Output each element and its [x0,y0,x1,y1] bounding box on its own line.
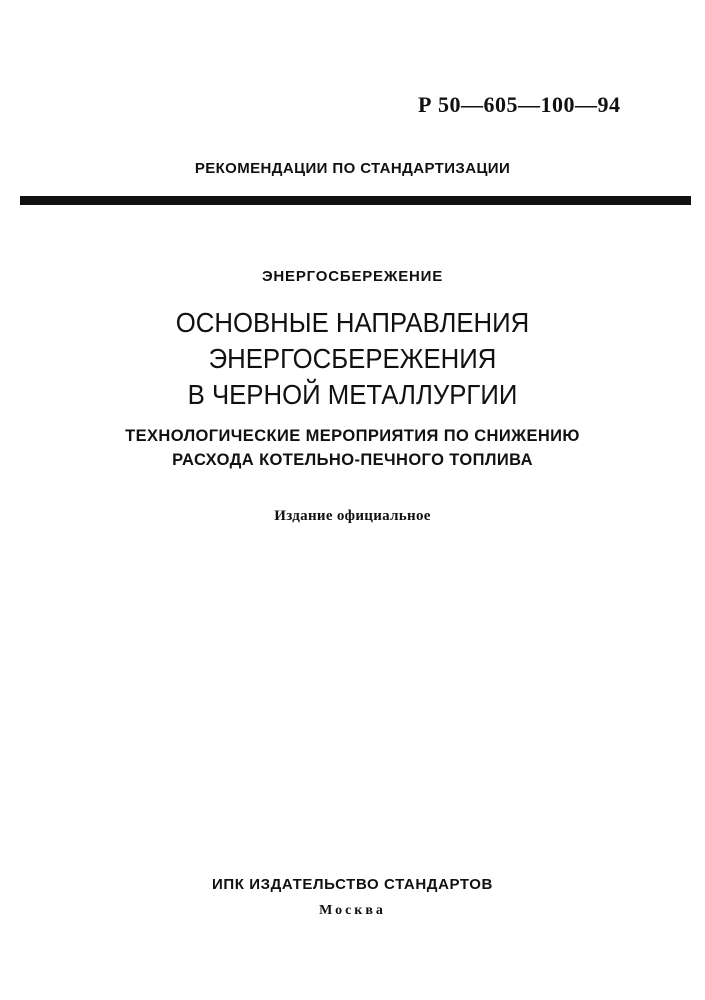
title-line: В ЧЕРНОЙ МЕТАЛЛУРГИИ [187,379,518,410]
title-line: ОСНОВНЫЕ НАПРАВЛЕНИЯ [175,307,530,338]
publisher-name: ИПК ИЗДАТЕЛЬСТВО СТАНДАРТОВ [211,876,493,893]
document-subtitle [0,424,705,472]
document-topic: ЭНЕРГОСБЕРЕЖЕНИЕ [261,268,444,285]
subtitle-line: ТЕХНОЛОГИЧЕСКИЕ МЕРОПРИЯТИЯ ПО СНИЖЕНИЮ [125,427,580,445]
header-divider-rule [20,196,691,205]
publisher-city: Москва [319,903,386,918]
edition-note: Издание официальное [274,508,431,524]
document-series: РЕКОМЕНДАЦИИ ПО СТАНДАРТИЗАЦИИ [194,160,511,177]
document-number: Р 50—605—100—94 [418,92,621,117]
title-line: ЭНЕРГОСБЕРЕЖЕНИЯ [208,343,497,374]
document-title [28,305,677,413]
subtitle-line: РАСХОДА КОТЕЛЬНО-ПЕЧНОГО ТОПЛИВА [172,451,533,469]
